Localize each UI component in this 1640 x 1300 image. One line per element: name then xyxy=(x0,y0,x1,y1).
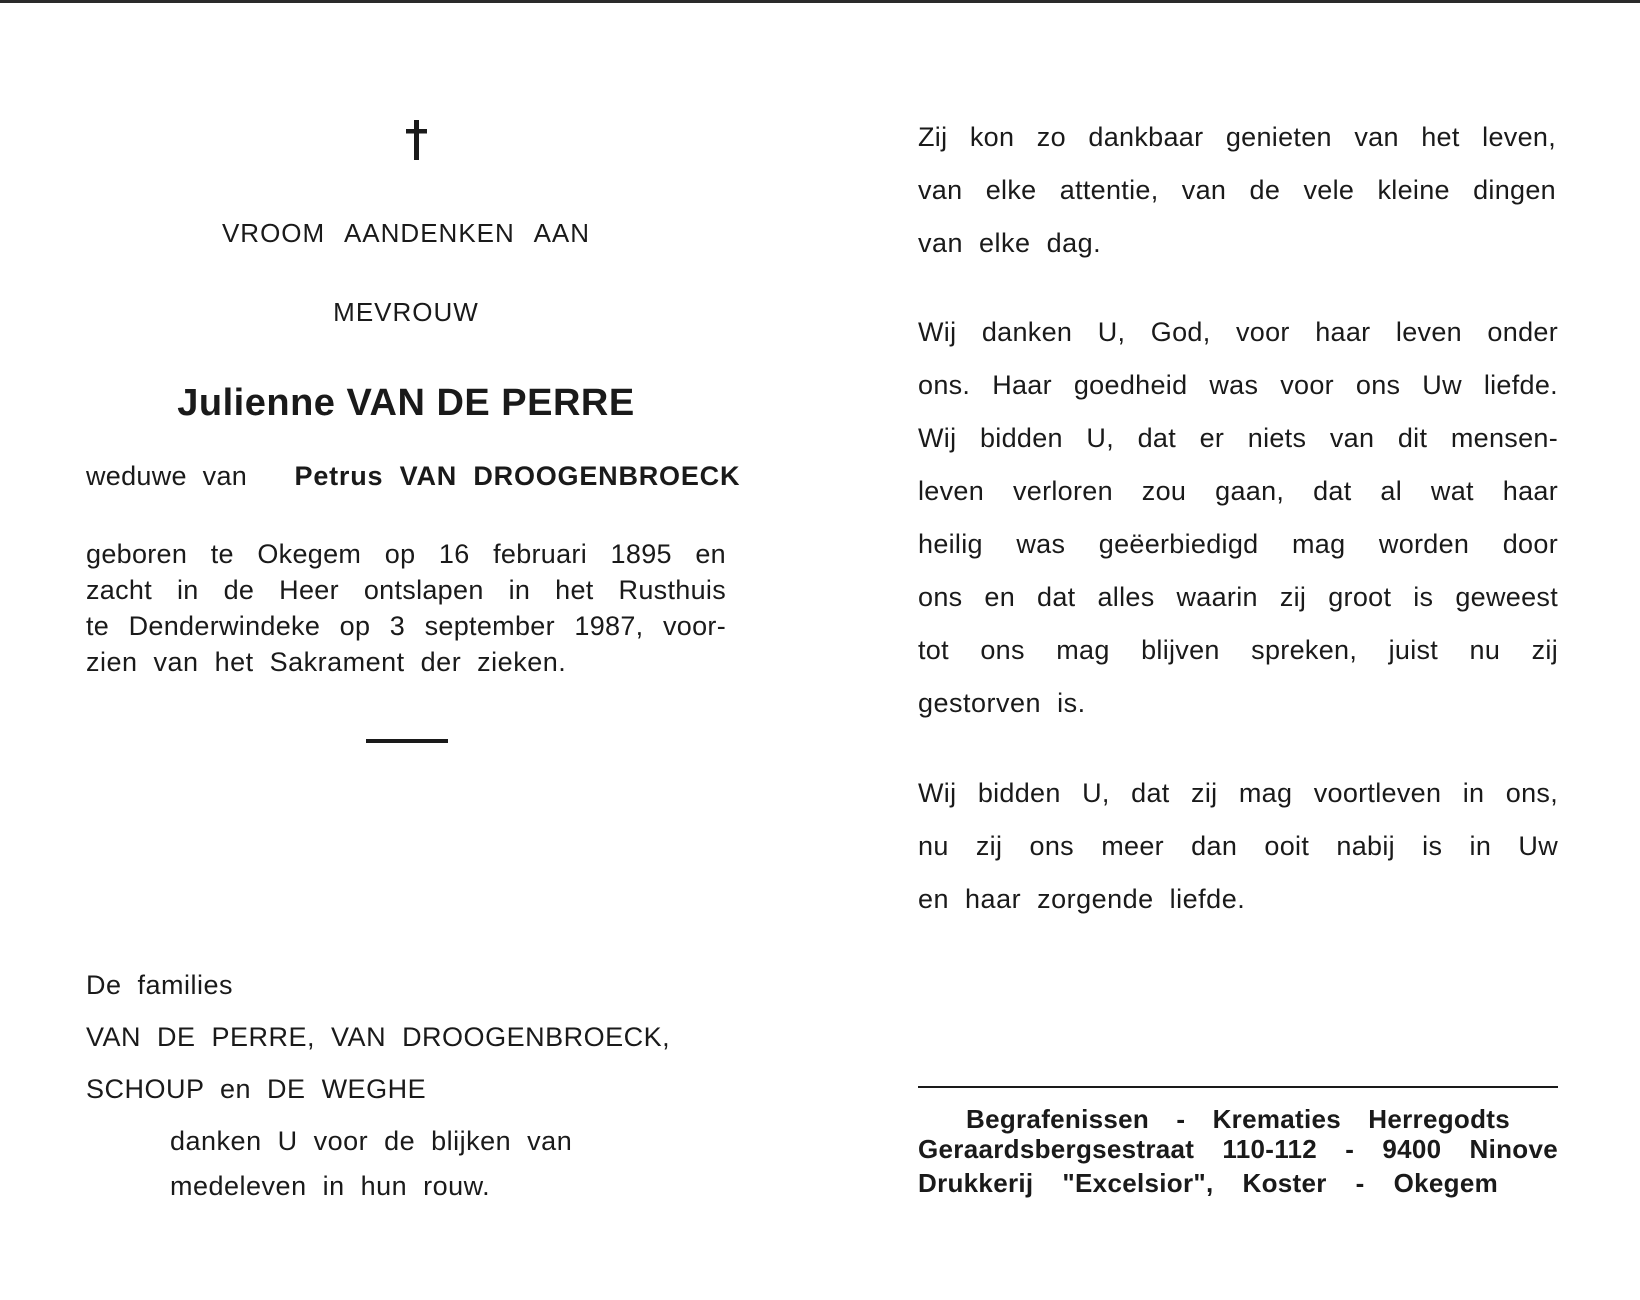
card-top-edge xyxy=(0,0,1640,3)
prayer-line: van elke dag. xyxy=(918,228,1102,258)
bio-line: zacht in de Heer ontslapen in het Rusthuis xyxy=(86,575,726,605)
widow-prefix: weduwe van xyxy=(86,461,248,491)
cross-icon xyxy=(386,120,446,160)
prayer-line: Zij kon zo dankbaar genieten van het leven, xyxy=(918,122,1556,152)
deceased-name: Julienne VAN DE PERRE xyxy=(177,382,635,424)
prayer-line: en haar zorgende liefde. xyxy=(918,884,1246,914)
prayer-line: heilig was geëerbiedigd mag worden door xyxy=(918,529,1558,559)
prayer-line: leven verloren zou gaan, dat al wat haar xyxy=(918,476,1558,506)
memorial-title: MEVROUW xyxy=(333,297,479,327)
prayer-line: Wij bidden U, dat er niets van dit mensen- xyxy=(918,423,1558,453)
prayer-line: Wij danken U, God, voor haar leven onder xyxy=(918,317,1558,347)
prayer-line: Wij bidden U, dat zij mag voortleven in ons, xyxy=(918,778,1558,808)
families-names: SCHOUP en DE WEGHE xyxy=(86,1074,427,1104)
memorial-heading: VROOM AANDENKEN AAN xyxy=(221,218,591,248)
bio-line: zien van het Sakrament der zieken. xyxy=(86,647,567,677)
thanks-line: danken U voor de blijken van xyxy=(170,1126,573,1156)
thanks-line: medeleven in hun rouw. xyxy=(170,1171,491,1201)
bio-line: geboren te Okegem op 16 februari 1895 en xyxy=(86,539,726,569)
footer-rule xyxy=(918,1086,1558,1088)
printer-credit: Drukkerij "Excelsior", Koster - Okegem xyxy=(918,1168,1498,1198)
spouse-name: Petrus VAN DROOGENBROECK xyxy=(294,461,741,491)
prayer-line: tot ons mag blijven spreken, juist nu zij xyxy=(918,635,1558,665)
prayer-line: nu zij ons meer dan ooit nabij is in Uw xyxy=(918,831,1558,861)
prayer-line: ons. Haar goedheid was voor ons Uw liefde. xyxy=(918,370,1558,400)
undertaker-line: Begrafenissen - Krematies Herregodts xyxy=(966,1104,1510,1134)
families-names: VAN DE PERRE, VAN DROOGENBROECK, xyxy=(86,1022,671,1052)
prayer-line: gestorven is. xyxy=(918,688,1086,718)
undertaker-address: Geraardsbergsestraat 110-112 - 9400 Ninove xyxy=(918,1134,1558,1164)
divider-rule xyxy=(366,739,448,743)
prayer-line: ons en dat alles waarin zij groot is geweest xyxy=(918,582,1558,612)
bio-line: te Denderwindeke op 3 september 1987, voor- xyxy=(86,611,726,641)
families-intro: De families xyxy=(86,970,234,1000)
prayer-line: van elke attentie, van de vele kleine dingen xyxy=(918,175,1556,205)
widow-line xyxy=(86,461,740,492)
